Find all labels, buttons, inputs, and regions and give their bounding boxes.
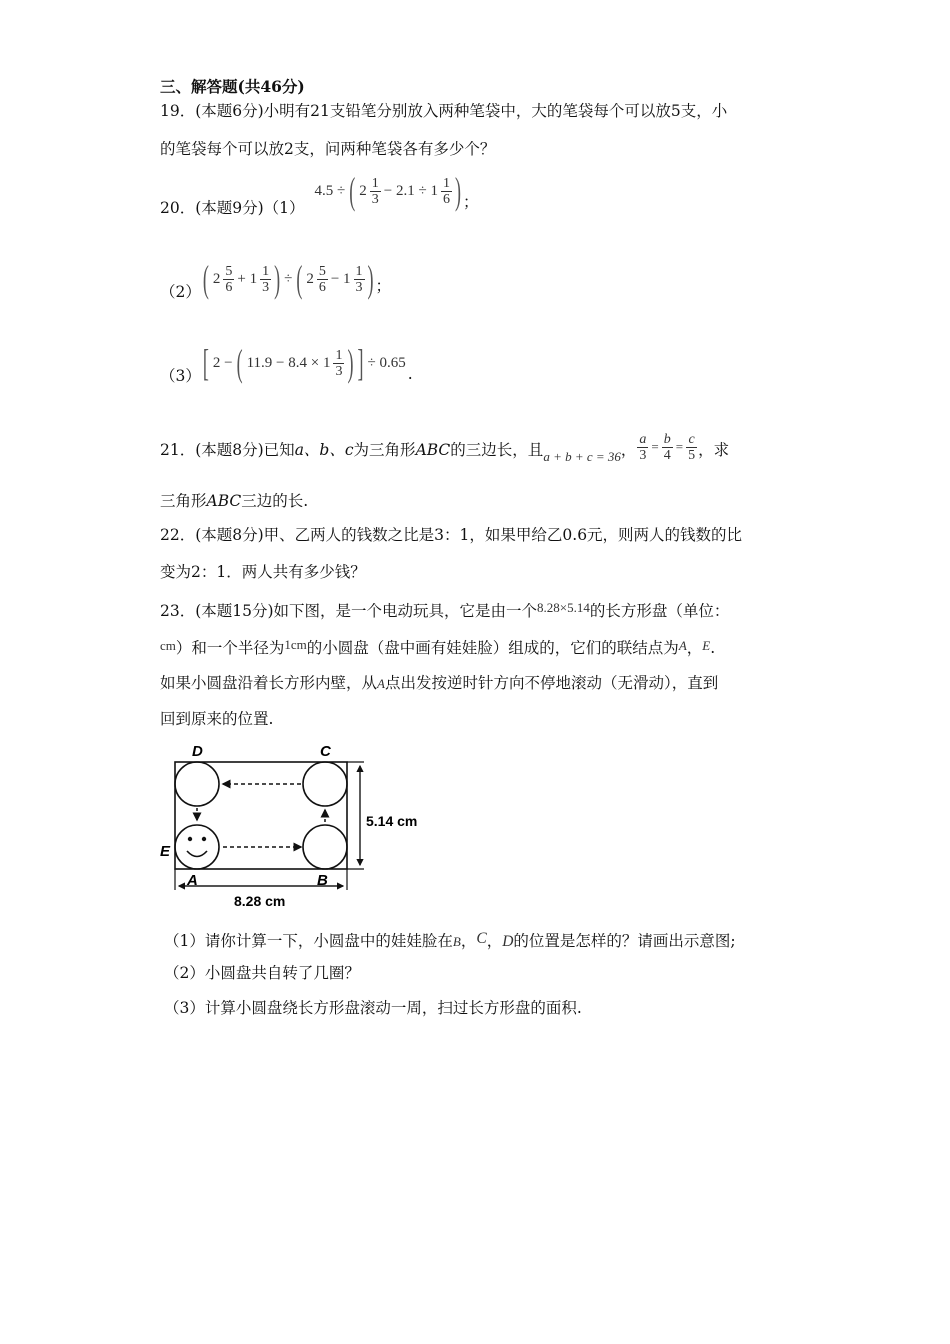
circle-b [303, 825, 347, 869]
q23-s1a: （1）请你计算一下，小圆盘中的娃娃脸在 [164, 932, 453, 950]
fraction: $\frac{1}{6}$ [442, 175, 450, 207]
fraction: $\frac{1}{3}$ [355, 263, 363, 295]
fraction: $\frac{1}{3}$ [262, 263, 270, 295]
rbracket: ] [357, 342, 364, 384]
q20-expr2 [201, 258, 376, 300]
q23-s1-b: B [452, 934, 461, 949]
q23-sub3: （3）计算小圆盘绕长方形盘滚动一周，扫过长方形盘的面积. [164, 999, 582, 1017]
lparen: ( [296, 258, 303, 300]
q23-line4: 回到原来的位置. [160, 710, 274, 728]
q23-s1-c: C [476, 930, 487, 947]
toy-diagram [150, 738, 440, 916]
q23-l3a: 如果小圆盘沿着长方形内壁，从 [160, 674, 378, 692]
expr2-w1: 2 [212, 271, 221, 287]
q23-l2a: ）和一个半径为 [175, 639, 285, 657]
q20-part3 [160, 340, 413, 386]
lparen: ( [349, 170, 356, 212]
q23-line2 [160, 634, 715, 659]
q23-point-e: E [702, 638, 711, 653]
expr2-op1: + 1 [237, 271, 258, 287]
fraction: $\frac{5}{6}$ [225, 263, 233, 295]
label-a: A [187, 872, 198, 889]
expr3-a: 2 − [212, 355, 233, 371]
q22-line2: 变为2：1．两人共有多少钱？ [160, 563, 366, 581]
face-smile [187, 851, 207, 857]
q23-l2b: 的小圆盘（盘中画有娃娃脸）组成的，它们的联结点为 [306, 639, 679, 657]
circle-e-face [175, 825, 219, 869]
q20-prefix: 20．(本题9分)（1） [160, 199, 305, 217]
rparen: ) [274, 258, 281, 300]
q20-expr3 [201, 342, 408, 384]
q23-dims: 8.28×5.14 [537, 600, 590, 615]
label-b: B [317, 872, 328, 889]
q21-l2c: 三边的长. [241, 492, 309, 510]
q23-l1a: 23．(本题15分)如下图，是一个电动玩具，它是由一个 [160, 602, 538, 620]
fraction-b: $\frac{b}{4}$ [663, 431, 671, 463]
q23-l1b: 的长方形盘（单位： [589, 602, 730, 620]
q23-l3b: 点出发按逆时针方向不停地滚动（无滑动），直到 [384, 674, 719, 692]
lbracket: [ [202, 342, 209, 384]
q21-line2 [160, 490, 308, 512]
expr3-end: . [407, 365, 413, 383]
q23-sub2: （2）小圆盘共自转了几圈？ [164, 964, 360, 982]
q22-line1: 22．(本题8分)甲、乙两人的钱数之比是3：1，如果甲给乙0.6元，则两人的钱数的比 [160, 526, 743, 544]
fraction-c: $\frac{c}{5}$ [688, 431, 696, 463]
expr2-op2: − 1 [330, 271, 351, 287]
expr3-c: ÷ 0.65 [367, 355, 406, 371]
equals: = [675, 439, 684, 454]
label-d: D [192, 743, 203, 760]
q21-l2b: ABC [206, 492, 242, 510]
fraction-a: $\frac{a}{3}$ [639, 431, 647, 463]
q20-expr1 [313, 170, 463, 212]
section-title: 三、解答题(共46分) [160, 77, 305, 96]
label-c: C [320, 743, 331, 760]
expr1-mid: − 2.1 ÷ 1 [383, 183, 438, 199]
fraction: $\frac{1}{3}$ [335, 347, 343, 379]
q20-p2-label: （2） [160, 283, 201, 301]
face-eye-right [202, 837, 206, 841]
q21-sum-eq: a + b + c = 36 [543, 449, 621, 464]
q21-ratio [636, 432, 698, 463]
label-e: E [160, 843, 171, 860]
expr2-w3: 2 [306, 271, 314, 287]
q23-s1b: 的位置是怎样的？请画出示意图; [513, 932, 736, 950]
q21-line1 [160, 428, 729, 472]
q23-point-a2: A [377, 676, 385, 691]
q23-line1 [160, 597, 729, 622]
rectangle-board [175, 762, 347, 869]
sep: ， [460, 932, 477, 950]
q23-l2c: ， [686, 639, 703, 657]
q21-text-b: 为三角形 [353, 441, 416, 459]
q21-text-a: 21．(本题8分)已知 [160, 441, 295, 459]
q23-sub1 [164, 928, 736, 953]
q23-line3 [160, 672, 718, 695]
rparen: ) [454, 170, 461, 212]
q23-s1-d: D [502, 933, 514, 950]
equals: = [651, 439, 659, 454]
q21-text-c: 的三边长，且 [450, 441, 544, 459]
fraction: $\frac{1}{3}$ [371, 175, 379, 207]
q21-l2a: 三角形 [160, 492, 207, 510]
q19-line2: 的笔袋每个可以放2支，问两种笔袋各有多少个？ [160, 140, 496, 158]
label-height: 5.14 cm [366, 813, 418, 829]
q21-abc: ABC [415, 441, 451, 459]
q23-radius: 1cm [284, 637, 307, 652]
q21-comma: ， [620, 441, 637, 459]
lparen: ( [202, 258, 209, 300]
circle-c [303, 762, 347, 806]
expr2-end: ； [375, 277, 392, 295]
lparen: ( [236, 342, 243, 384]
rparen: ) [367, 258, 374, 300]
expr3-b: 11.9 − 8.4 × 1 [246, 355, 331, 371]
q21-qiu: ，求 [698, 441, 730, 459]
q20-p3-label: （3） [160, 367, 201, 385]
expr1-a: 4.5 ÷ [314, 183, 346, 199]
sep: ， [486, 932, 503, 950]
q19-line1: 19．(本题6分)小明有21支铅笔分别放入两种笔袋中，大的笔袋每个可以放5支，小 [160, 102, 728, 120]
q20-part1 [160, 172, 479, 218]
q23-point-a: A [678, 638, 687, 653]
circle-d [175, 762, 219, 806]
rparen: ) [347, 342, 354, 384]
expr2-div: ÷ [284, 271, 293, 287]
q23-unit: cm [160, 638, 176, 653]
q23-l2d: . [710, 639, 716, 657]
expr1-w1: 2 [359, 183, 367, 199]
q21-vars: a、b、c [294, 441, 354, 459]
fraction: $\frac{5}{6}$ [318, 263, 326, 295]
label-width: 8.28 cm [234, 893, 286, 909]
face-eye-left [188, 837, 192, 841]
q20-part2 [160, 256, 391, 302]
expr1-end: ； [462, 193, 479, 211]
